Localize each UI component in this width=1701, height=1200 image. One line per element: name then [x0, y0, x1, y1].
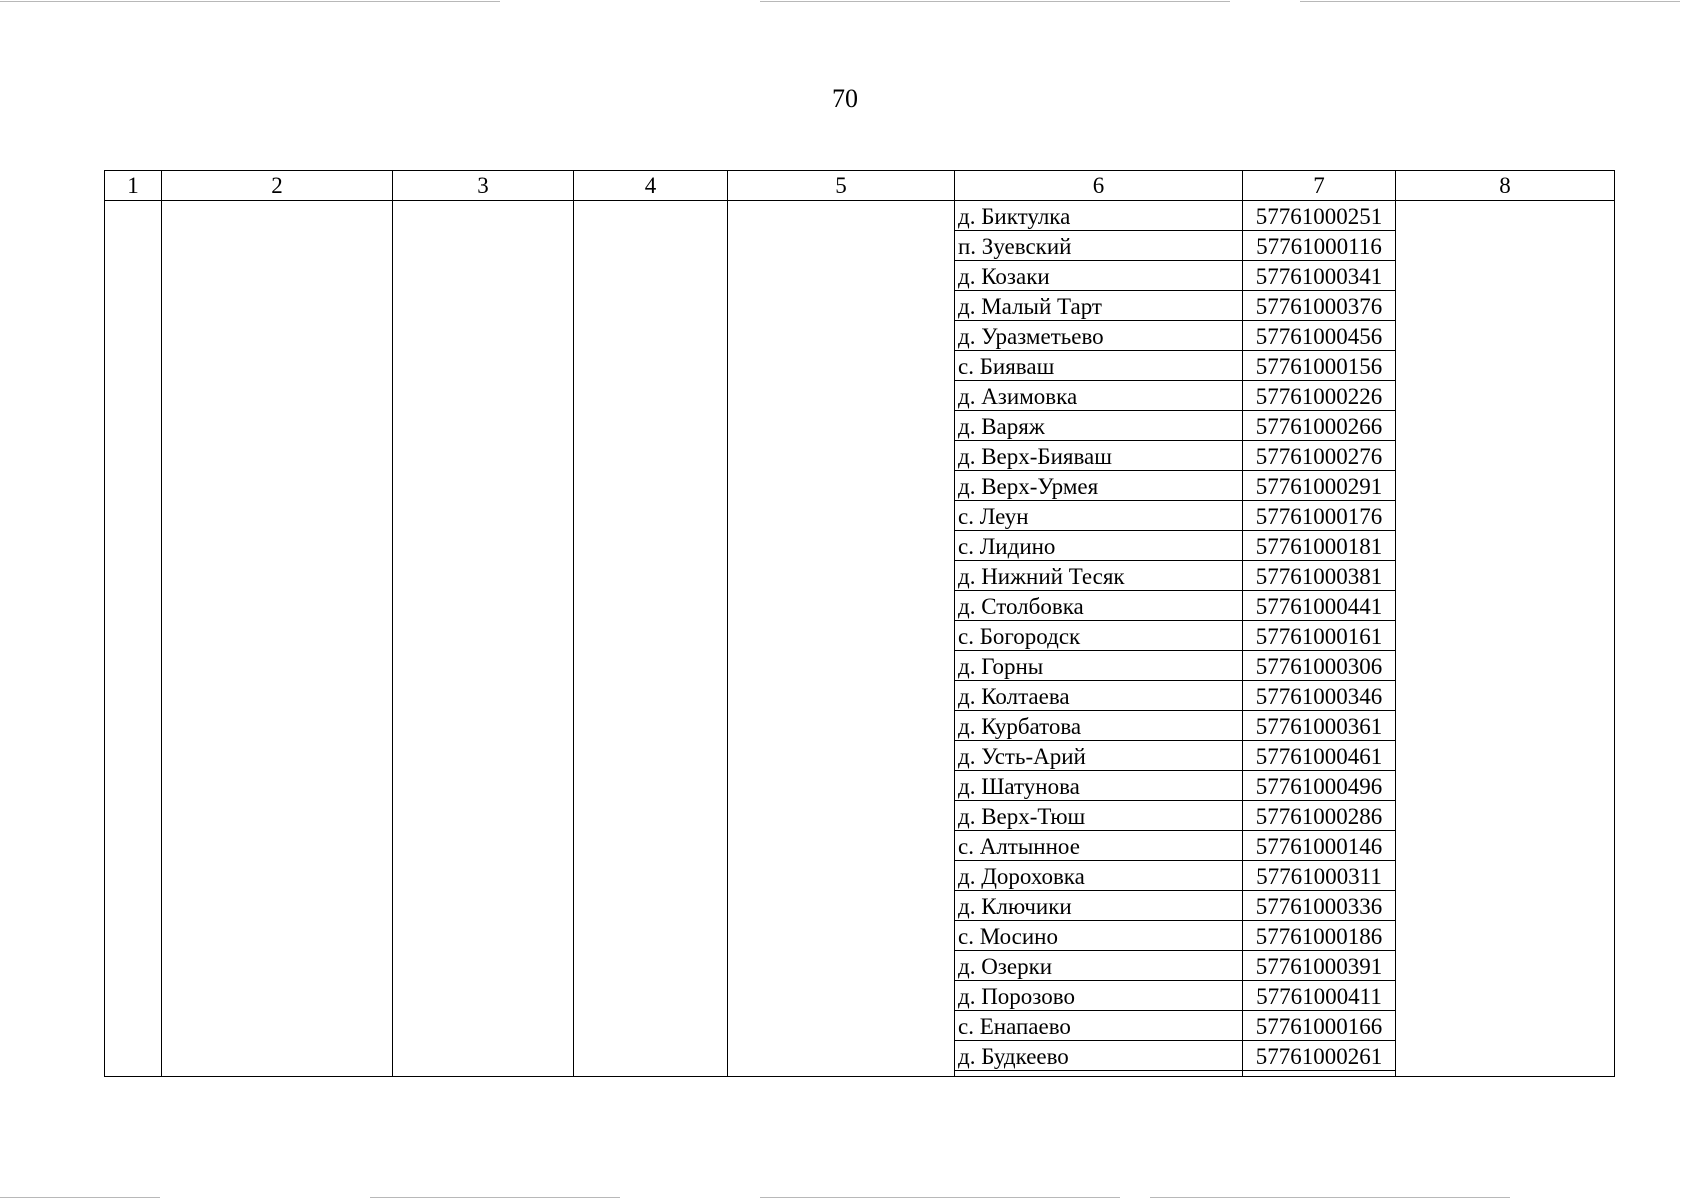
settlement-code: 57761000456 [1243, 321, 1396, 351]
scan-artifact-top [0, 1, 500, 2]
column-header-7: 7 [1243, 171, 1396, 201]
settlement-name: д. Колтаева [955, 681, 1243, 711]
settlement-code: 57761000341 [1243, 261, 1396, 291]
scan-artifact-top [760, 1, 1230, 2]
empty-cell-col-1 [105, 201, 162, 1077]
column-header-6: 6 [955, 171, 1243, 201]
settlement-code: 57761000346 [1243, 681, 1396, 711]
settlement-code: 57761000181 [1243, 531, 1396, 561]
settlement-code: 57761000391 [1243, 951, 1396, 981]
settlement-name: д. Столбовка [955, 591, 1243, 621]
settlement-code: 57761000156 [1243, 351, 1396, 381]
scan-artifact-bottom [1150, 1197, 1510, 1198]
settlement-code: 57761000261 [1243, 1041, 1396, 1071]
settlement-name: д. Азимовка [955, 381, 1243, 411]
settlement-name: д. Малый Тарт [955, 291, 1243, 321]
settlement-code: 57761000146 [1243, 831, 1396, 861]
settlement-name: д. Порозово [955, 981, 1243, 1011]
empty-cell-col-5 [728, 201, 955, 1077]
settlement-name: с. Мосино [955, 921, 1243, 951]
table-body [105, 201, 1615, 1077]
settlement-code: 57761000161 [1243, 621, 1396, 651]
settlement-code: 57761000376 [1243, 291, 1396, 321]
empty-cell-col-3 [393, 201, 574, 1077]
settlement-name: д. Верх-Бияваш [955, 441, 1243, 471]
column-header-2: 2 [162, 171, 393, 201]
settlement-name: д. Козаки [955, 261, 1243, 291]
page-number: 70 [832, 84, 858, 113]
settlement-code: 57761000186 [1243, 921, 1396, 951]
settlement-code: 57761000291 [1243, 471, 1396, 501]
settlement-code: 57761000361 [1243, 711, 1396, 741]
settlement-name: с. Богородск [955, 621, 1243, 651]
settlement-code: 57761000381 [1243, 561, 1396, 591]
settlement-name: с. Леун [955, 501, 1243, 531]
scan-artifact-bottom [0, 1197, 160, 1198]
settlement-name: с. Бияваш [955, 351, 1243, 381]
column-header-5: 5 [728, 171, 955, 201]
settlement-name: д. Курбатова [955, 711, 1243, 741]
column-header-1: 1 [105, 171, 162, 201]
scan-artifact-bottom [370, 1197, 620, 1198]
settlement-name: д. Озерки [955, 951, 1243, 981]
settlement-name: д. Ключики [955, 891, 1243, 921]
settlement-code: 57761000266 [1243, 411, 1396, 441]
settlement-name: с. Енапаево [955, 1011, 1243, 1041]
settlement-name: д. Уразметьево [955, 321, 1243, 351]
settlement-code: 57761000336 [1243, 891, 1396, 921]
settlement-name: д. Усть-Арий [955, 741, 1243, 771]
settlement-code: 57761000116 [1243, 231, 1396, 261]
settlement-code: 57761000276 [1243, 441, 1396, 471]
settlements-table-wrapper [104, 170, 1614, 1077]
settlement-name: д. Верх-Тюш [955, 801, 1243, 831]
settlement-code: 57761000166 [1243, 1011, 1396, 1041]
settlement-name: д. Варяж [955, 411, 1243, 441]
table-row [105, 201, 1615, 231]
settlement-code: 57761000176 [1243, 501, 1396, 531]
settlement-name: д. Будкеево [955, 1041, 1243, 1071]
settlement-name: д. Биктулка [955, 201, 1243, 231]
empty-cell-col-4 [574, 201, 728, 1077]
blank-cell [955, 1071, 1243, 1077]
settlement-name: д. Верх-Урмея [955, 471, 1243, 501]
settlement-code: 57761000226 [1243, 381, 1396, 411]
settlement-name: д. Шатунова [955, 771, 1243, 801]
settlements-table [104, 170, 1615, 1077]
settlement-code: 57761000441 [1243, 591, 1396, 621]
scan-artifact-top [1300, 1, 1680, 2]
settlement-code: 57761000411 [1243, 981, 1396, 1011]
settlement-code: 57761000286 [1243, 801, 1396, 831]
column-number-row [105, 171, 1615, 201]
column-header-3: 3 [393, 171, 574, 201]
settlement-name: с. Алтынное [955, 831, 1243, 861]
settlement-name: п. Зуевский [955, 231, 1243, 261]
settlement-name: д. Нижний Тесяк [955, 561, 1243, 591]
empty-cell-col-8 [1396, 201, 1615, 1077]
column-header-8: 8 [1396, 171, 1615, 201]
settlement-code: 57761000311 [1243, 861, 1396, 891]
blank-cell [1243, 1071, 1396, 1077]
settlement-name: д. Дороховка [955, 861, 1243, 891]
settlement-code: 57761000251 [1243, 201, 1396, 231]
scan-artifact-bottom [760, 1197, 1120, 1198]
settlement-name: д. Горны [955, 651, 1243, 681]
settlement-code: 57761000496 [1243, 771, 1396, 801]
settlement-code: 57761000461 [1243, 741, 1396, 771]
settlement-name: с. Лидино [955, 531, 1243, 561]
column-header-4: 4 [574, 171, 728, 201]
settlement-code: 57761000306 [1243, 651, 1396, 681]
empty-cell-col-2 [162, 201, 393, 1077]
